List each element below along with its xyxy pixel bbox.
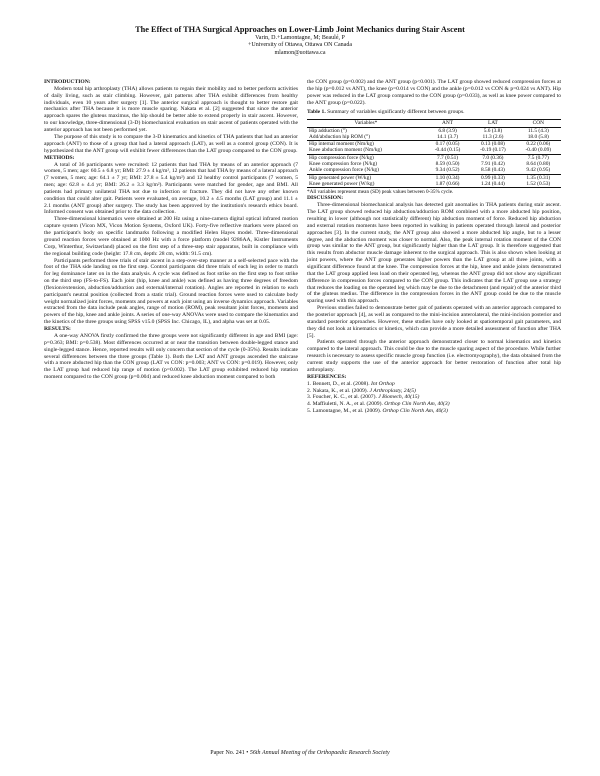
table-row <box>307 147 561 154</box>
table-cell-variable: Add/abduction hip ROM (°) <box>309 133 370 140</box>
table-cell-lat: 11.3 (2.6) <box>482 133 504 140</box>
table-row <box>307 127 561 134</box>
table-1-note: *All variables represent mean (SD) peak values between 0-35% cycle. <box>307 189 454 196</box>
table-cell-lat: -0.19 (0.17) <box>480 147 506 154</box>
paper-affiliation: +University of Ottawa, Ottawa ON Canada <box>247 42 353 49</box>
reference-authors: 5. Lamontagne, M., et al. (2009). <box>307 408 383 415</box>
table-cell-lat: 1.24 (0.44) <box>470 181 515 188</box>
footer-paper-number: Paper No. 241 <box>210 750 245 756</box>
table-1-header-lat: LAT <box>470 120 515 127</box>
table-cell-variable: Hip compression force (N/kg) <box>307 154 425 161</box>
paper-authors: Varin, D.+Lamontagne, M; Beaulé, P <box>255 35 345 41</box>
table-1-caption-label: Table 1. <box>307 109 326 116</box>
table-cell-ant: 6.8 (3.9) <box>438 127 457 134</box>
table-row <box>307 181 561 188</box>
page-footer <box>0 749 600 757</box>
references-heading: REFERENCES: <box>307 373 347 380</box>
reference-authors: 3. Foucher, K. C., et al. (2007). <box>307 394 379 401</box>
table-row <box>307 174 561 181</box>
reference-item <box>307 381 561 388</box>
results-heading: RESULTS: <box>44 326 71 333</box>
table-cell-con: 8.64 (0.80) <box>526 161 551 167</box>
table-cell-lat: 0.99 (0.33) <box>470 174 515 181</box>
right-column <box>307 79 561 415</box>
reference-journal: Orthop Clin North Am, 40(3) <box>382 408 448 415</box>
table-row <box>307 154 561 161</box>
footer-bullet: • <box>244 750 250 756</box>
paper-email: mlamon@uottawa.ca <box>274 49 326 56</box>
table-cell-variable: Knee abduction moment (Nm/kg) <box>309 147 382 154</box>
table-cell-variable: Hip adduction (°) <box>309 127 347 134</box>
table-row <box>307 167 561 174</box>
table-cell-variable: Knee compression force (N/kg) <box>309 161 378 167</box>
table-cell-variable: Ankle compression force (N/kg) <box>309 167 379 174</box>
table-cell-ant: -0.44 (0.15) <box>434 147 461 154</box>
table-cell-variable: Hip internal moment (Nm/kg) <box>307 141 425 148</box>
methods-paragraph-3: Participants performed three trials of stair ascent in a step-over-step manner at a self-selected pace with the foot of the THA side landing on the first step. Control participants did three trials of each leg in order to match for leg dominance later on in the data analysis. A cycle was defined as foot strike on the first step to foot strike on the third step (FS-to-FS). Each joint (hip, knee and ankle) was defined as having three degrees of freedom (flexion/extension, abduction/adduction and external/internal rotation). Angles are reported in relation to each participant's neutral position (collected from a static trial). Ground reaction forces were used to calculate body weight normalized joint forces, moments and powers at each joint using an inverse dynamics approach. Variables extracted from the data include peak angles, range of motion (ROM), peak resultant joint forces, moments and powers of the hip, knee and ankle joints. A series of one-way ANOVAs were used to compare the kinematics and the kinetics of the three groups using SPSS v15.0 (SPSS Inc. Chicago, IL), and alpha was set at 0.05. <box>44 257 298 326</box>
reference-journal: J Arthroplasty, 24(5) <box>369 387 416 394</box>
table-cell-ant: 8.59 (0.50) <box>435 161 460 167</box>
reference-item <box>307 408 561 415</box>
table-cell-ant: 14.1 (3.7) <box>436 133 459 140</box>
table-cell-con: 9.42 (0.95) <box>526 167 551 174</box>
table-1-header-variables: Variables* <box>307 120 425 127</box>
reference-authors: 1. Bennett, D., et al. (2008). <box>307 380 372 387</box>
paper-header <box>0 24 600 57</box>
table-cell-ant: 0.17 (0.05) <box>425 141 470 148</box>
table-cell-ant: 1.10 (0.34) <box>425 174 470 181</box>
table-cell-con: 11.5 (4.3) <box>527 127 549 134</box>
introduction-paragraph-1: Modern total hip arthroplasty (THA) allows patients to regain their mobility and to better perform activities of daily living, such as stair climbing. However, gait patterns after THA exhibit differences from healthy individuals, even 10 years after surgery [1]. The anterior surgical approach is thought to better restore gait mechanics after THA because it is more muscle sparing. Nakata et al. [2] suggested that since the anterior approach spares the gluteus maximus, the hip should be better able to extend properly in stair ascent. However, to our knowledge, three-dimensional (3-D) biomechanical evaluation on stair ascent of patients operated with the anterior approach has not been performed yet. <box>44 85 298 133</box>
table-cell-variable: Hip generated power (W/kg) <box>307 174 425 181</box>
table-cell-con: 1.52 (0.53) <box>516 181 561 188</box>
table-cell-ant: 9.34 (0.52) <box>435 167 460 174</box>
table-cell-con: 18.0 (5.8) <box>527 133 549 140</box>
footer-meeting: 56th Annual Meeting of the Orthopaedic Research Society <box>249 750 390 756</box>
reference-journal: Orthop Clin North Am, 40(3) <box>384 401 450 408</box>
table-cell-con: -0.40 (0.09) <box>525 147 552 154</box>
methods-heading: METHODS: <box>44 154 75 161</box>
table-cell-lat: 7.0 (0.36) <box>470 154 515 161</box>
methods-paragraph-2: Three-dimensional kinematics were obtained at 200 Hz using a nine-camera digital optical infrared motion capture system (Vicon MX, Vicon Motion Systems, Oxford UK). Forty-five reflective markers were placed on the participant's body on specific landmarks following a modified Helen Hayes model. Three-dimensional ground reaction forces were obtained at 1000 Hz with a force platform (model 9286AA, Kistler Instruments Corp, Winterthur, Switzerland) placed on the first step of a three-step stair apparatus, built in compliance with the regional building code (height: 17.8 cm, depth: 28 cm, width: 91.5 cm). <box>44 216 298 257</box>
discussion-heading: DISCUSSION: <box>307 195 344 202</box>
table-cell-lat: 7.91 (0.42) <box>481 161 505 167</box>
paper-title: The Effect of THA Surgical Approaches on Lower-Limb Joint Mechanics during Stair Ascent <box>135 25 465 34</box>
table-cell-con: 0.22 (0.06) <box>516 141 561 148</box>
table-1-header-con: CON <box>516 120 561 127</box>
table-1-caption <box>307 109 561 116</box>
table-1-header-row <box>307 120 561 127</box>
table-cell-ant: 7.7 (0.51) <box>425 154 470 161</box>
table-cell-variable: Knee generated power (W/kg) <box>307 181 425 188</box>
table-cell-con: 1.35 (0.31) <box>516 174 561 181</box>
reference-journal: J Biomech, 40(15) <box>378 394 420 401</box>
references-list <box>307 381 561 415</box>
discussion-paragraph-2: Previous studies failed to demonstrate better gait of patients operated with an anterior approach compared to the posterior approach [4], as well as compared to the mini-incision anterolateral, the mini-incision posterior and standard posterior approaches. However, these studies have only looked at spatiotemporal gait parameters, and they did not look at kinematics or kinetics, which can provide a more detailed assessment of function after THA [5]. <box>307 305 561 339</box>
table-1-header-ant: ANT <box>425 120 470 127</box>
table-1 <box>307 119 561 188</box>
table-cell-lat: 8.58 (0.43) <box>481 167 505 174</box>
reference-authors: 2. Nakata, K., et al. (2009). <box>307 387 370 394</box>
table-1-body <box>307 127 561 188</box>
introduction-paragraph-2: The purpose of this study is to compare the 3-D kinematics and kinetics of THA patients that had an anterior approach (ANT) to those of a group that had a lateral approach (LAT), as well as a control group (CON). It is hypothesized that the ANT group will exhibit fewer differences than the LAT group compared to the CON group. <box>44 133 298 154</box>
methods-paragraph-1: A total of 36 participants were recruited: 12 patients that had THA by means of an anterior approach (7 women, 5 men; age: 60.5 ± 6.8 yr; BMI: 27.9 ± 4 kg/m², 12 patients that had THA by means of a lateral approach (7 women, 5 men; age: 64.1 ± 7 yr; BMI: 27.8 ± 5.4 kg/m²) and 12 healthy control participants (7 women, 5 men; age: 62.8 ± 4.4 yr; BMI: 26.2 ± 3.3 kg/m²). Participants were matched for gender, age and BMI. All patients had primary unilateral THA not due to infection or fracture. They did not have any other known condition that could alter gait. Patients were evaluated, on average, 10.2 ± 4.5 months (LAT group) and 11.1 ± 2.1 months (ANT group) after surgery. The study has been approved by the institution's research ethics board. Informed consent was obtained prior to the data collection. <box>44 161 298 216</box>
table-cell-ant: 1.87 (0.66) <box>425 181 470 188</box>
discussion-paragraph-1: Three-dimensional biomechanical analysis has detected gait anomalies in THA patients during stair ascent. The LAT group showed reduced hip abduction/adduction ROM combined with a more abducted hip position, resulting in lower (although not statistically different) hip abduction moment of force. Reduced hip abduction and external rotation moments have been reported in walking in patients operated through lateral and posterior approaches [3]. In the current study, the ANT group also showed a more abducted hip angle, but to a lesser degree, and the abduction moment was closer to normal. Also, the peak internal rotation moment of the CON group was similar to the ANT group, but significantly higher than the LAT group. It is therefore suggested that this results from abductor muscle damage inherent to the surgical approach. This is also shown when looking at joint powers, where the ANT group generates higher powers than the LAT group at all three joints, with a significant difference found at the knee. The compression forces at the hip, knee and ankle joints demonstrated that the LAT group applied less load on their operated leg, whereas the ANT group did not show any significant difference in compression forces compared to the CON group. This indicates that the LAT group use a strategy that reduces the loading on the operated leg which may be due to the detachment (and repair) of the anterior third of the gluteus medius. The difference in the compression forces in the ANT group could be due to the muscle sparing used with this approach. <box>307 202 561 305</box>
table-cell-lat: 5.6 (3.8) <box>483 127 503 134</box>
table-cell-lat: 0.13 (0.08) <box>470 141 515 148</box>
table-cell-con: 7.5 (0.77) <box>516 154 561 161</box>
left-column <box>44 79 298 381</box>
reference-journal: Int Orthop <box>371 380 395 387</box>
results-paragraph-continued: the CON group (p=0.002) and the ANT group (p<0.001). The LAT group showed reduced compression forces at the hip (p=0.012 vs ANT), the knee (p=0.014 vs CON) and the ankle (p=0.012 vs CON & p=0.024 vs ANT). Hip power was reduced in the LAT group compared to the CON group (p=0.033), as well as knee power compared to the ANT group (p=0.022). <box>307 79 561 106</box>
table-row <box>307 134 561 141</box>
table-1-caption-text: Summary of variables significantly different between groups. <box>325 109 465 116</box>
introduction-heading: INTRODUCTION: <box>44 79 91 85</box>
discussion-paragraph-3: Patients operated through the anterior approach demonstrated closer to normal kinematics and kinetics compared to the lateral approach. This could be due to the muscle sparing aspect of the procedure. While further research is necessary to assess specific muscle group function (i.e. electromyography), the data obtained from the current study supports the use of the anterior approach for better restoration of function after total hip arthroplasty. <box>307 339 561 373</box>
results-paragraph-1: A one-way ANOVA firstly confirmed the three groups were not significantly different in age and BMI (age: p=0.363; BMI: p=0.538). Most differences occurred at or near the transition between double-legged stance and single-legged stance. Hence, reported results will only concern that section of the cycle (0-35%). Results indicate several differences between the three groups (Table 1). Both the LAT and ANT groups ascended the staircase with a more abducted hip than the CON group (LAT vs CON: p=0.003; ANT vs CON: p=0.019). However, only the LAT group had reduced hip range of motion (p=0.002). The LAT group exhibited reduced hip rotation moment compared to the CON group (p=0.004) and reduced knee abduction moment compared to both <box>44 332 298 381</box>
reference-authors: 4. Maffiuletti, N. A., et al. (2009). <box>307 401 385 408</box>
